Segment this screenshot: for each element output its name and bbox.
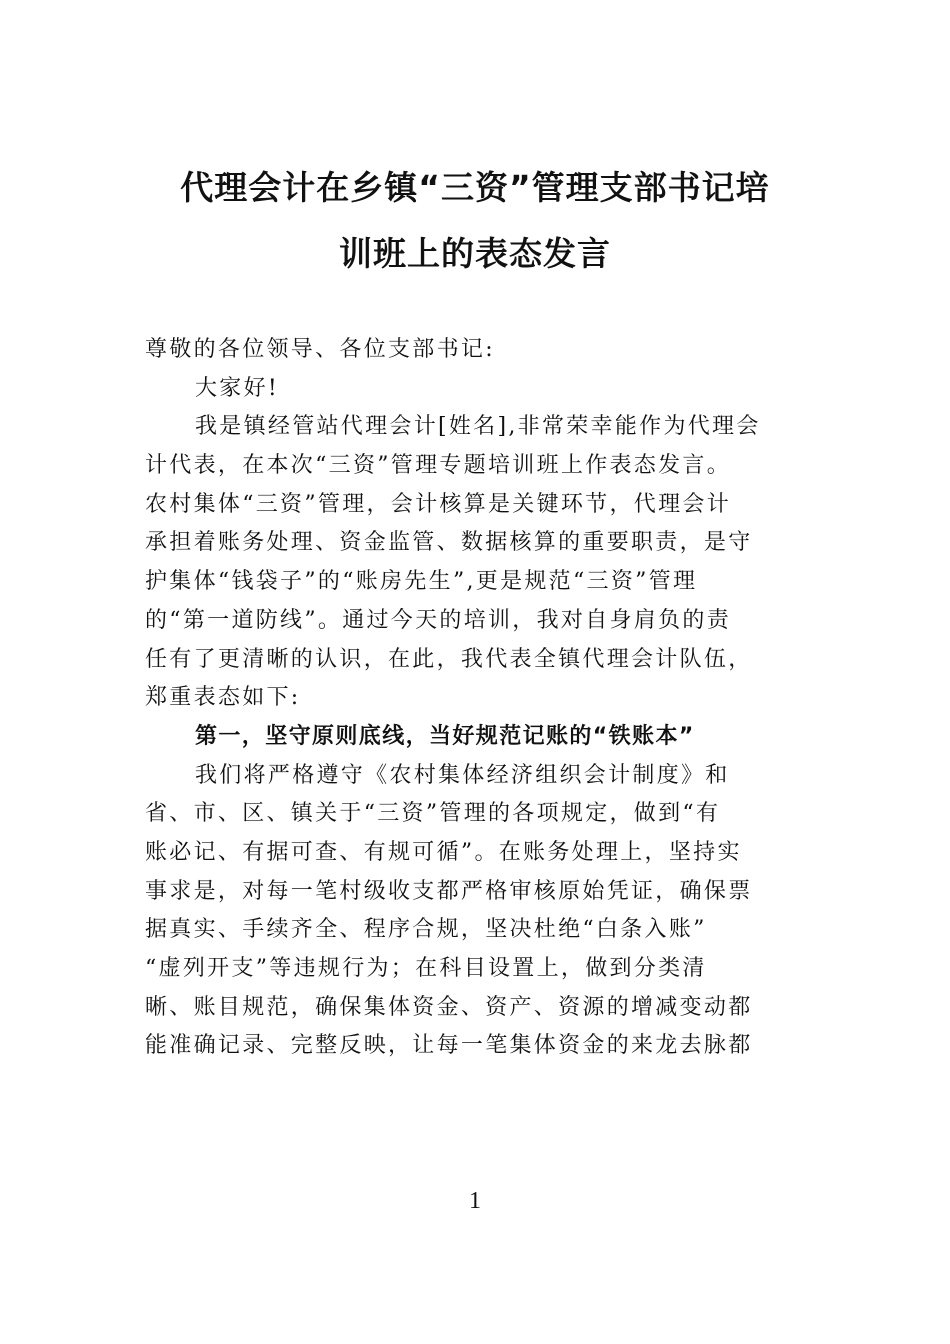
greeting: 大家好! — [195, 375, 280, 401]
paragraph-2-line: 省、市、区、镇关于“三资”管理的各项规定，做到“有 — [145, 801, 721, 827]
paragraph-1-line: 我是镇经管站代理会计[姓名],非常荣幸能作为代理会 — [195, 414, 761, 440]
paragraph-2-line: “虚列开支”等违规行为；在科目设置上，做到分类清 — [145, 956, 707, 981]
document-title-line-2: 训班上的表态发言 — [339, 234, 611, 273]
paragraph-1-line: 农村集体“三资”管理，会计核算是关键环节，代理会计 — [145, 491, 731, 517]
paragraph-2-line: 事求是，对每一笔村级收支都严格审核原始凭证，确保票 — [145, 878, 753, 904]
paragraph-1-line: 郑重表态如下: — [145, 685, 301, 711]
paragraph-2-line: 账必记、有据可查、有规可循”。在账务处理上，坚持实 — [145, 839, 742, 865]
section-1-heading: 第一，坚守原则底线，当好规范记账的“铁账本” — [195, 723, 695, 749]
paragraph-1-line: 计代表，在本次“三资”管理专题培训班上作表态发言。 — [145, 453, 731, 479]
paragraph-1-line: 承担着账务处理、资金监管、数据核算的重要职责，是守 — [145, 530, 753, 556]
paragraph-1-line: 护集体“钱袋子”的“账房先生”,更是规范“三资”管理 — [145, 569, 698, 595]
paragraph-1-line: 的“第一道防线”。通过今天的培训，我对自身肩负的责 — [145, 607, 731, 633]
paragraph-1-line: 任有了更清晰的认识，在此，我代表全镇代理会计队伍， — [145, 646, 753, 672]
paragraph-2-line: 据真实、手续齐全、程序合规，坚决杜绝“白条入账” — [145, 917, 707, 943]
document-body — [145, 331, 805, 1066]
page-number: 1 — [469, 1188, 481, 1214]
salutation: 尊敬的各位领导、各位支部书记: — [145, 337, 495, 362]
paragraph-2-line: 晰、账目规范，确保集体资金、资产、资源的增减变动都 — [145, 994, 753, 1020]
document-title-line-1: 代理会计在乡镇“三资”管理支部书记培 — [180, 168, 770, 207]
paragraph-2-line: 我们将严格遵守《农村集体经济组织会计制度》和 — [195, 762, 730, 788]
paragraph-2-line: 能准确记录、完整反映，让每一笔集体资金的来龙去脉都 — [145, 1033, 753, 1059]
